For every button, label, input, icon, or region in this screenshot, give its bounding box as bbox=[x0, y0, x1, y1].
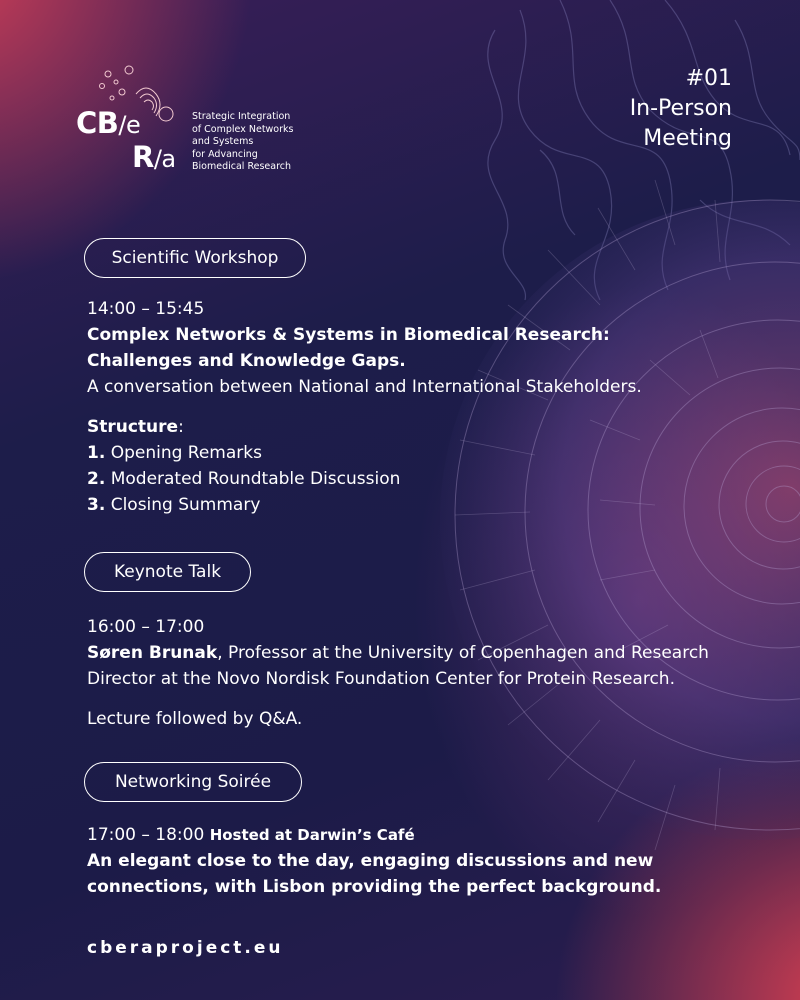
workshop-title-line2: Challenges and Knowledge Gaps. bbox=[87, 351, 406, 371]
structure-item bbox=[87, 466, 727, 492]
meeting-label bbox=[630, 64, 732, 154]
structure-item-num: 1. bbox=[87, 443, 106, 463]
tagline-line: Strategic Integration bbox=[192, 111, 291, 122]
keynote-block bbox=[87, 614, 747, 692]
structure-item bbox=[87, 492, 727, 518]
workshop-title-line1: Complex Networks & Systems in Biomedical Research: bbox=[87, 325, 610, 345]
soiree-time-line bbox=[87, 822, 757, 848]
meeting-line2: Meeting bbox=[643, 126, 732, 151]
keynote-bio-line1 bbox=[87, 640, 747, 666]
logo-wordmark-line1 bbox=[76, 106, 140, 140]
workshop-subtitle: A conversation between National and International Stakeholders. bbox=[87, 377, 642, 397]
logo-tagline bbox=[192, 111, 332, 174]
meeting-number: #01 bbox=[685, 66, 732, 91]
soiree-desc-line1: An elegant close to the day, engaging discussions and new bbox=[87, 851, 654, 871]
keynote-note: Lecture followed by Q&A. bbox=[87, 709, 303, 729]
logo-wordmark-line2 bbox=[132, 140, 176, 174]
logo-text-a: /a bbox=[153, 145, 176, 173]
structure-item-num: 2. bbox=[87, 469, 106, 489]
structure-item-num: 3. bbox=[87, 495, 106, 515]
keynote-speaker: Søren Brunak bbox=[87, 643, 218, 663]
tagline-line: Biomedical Research bbox=[192, 161, 292, 172]
logo-text-r: R bbox=[132, 140, 154, 174]
structure-label: Structure bbox=[87, 417, 179, 437]
tagline-line: of Complex Networks bbox=[192, 123, 294, 135]
workshop-time: 14:00 – 15:45 bbox=[87, 299, 205, 319]
keynote-pill: Keynote Talk bbox=[84, 552, 251, 592]
structure-item bbox=[87, 440, 727, 466]
meeting-line1: In-Person bbox=[629, 96, 732, 121]
website-link[interactable]: cberaproject.eu bbox=[87, 938, 284, 958]
soiree-venue: Hosted at Darwin’s Café bbox=[209, 826, 415, 844]
logo-text-cb: CB bbox=[76, 106, 119, 140]
soiree-desc-line2: connections, with Lisbon providing the perfect background. bbox=[87, 877, 662, 897]
workshop-pill: Scientific Workshop bbox=[84, 238, 306, 278]
structure-item-text: Moderated Roundtable Discussion bbox=[110, 469, 401, 489]
tagline-line: for Advancing bbox=[192, 148, 258, 160]
structure-item-text: Opening Remarks bbox=[110, 443, 262, 463]
keynote-time: 16:00 – 17:00 bbox=[87, 617, 205, 637]
soiree-time: 17:00 – 18:00 bbox=[87, 825, 205, 845]
structure-block bbox=[87, 414, 727, 518]
logo-text-e: /e bbox=[118, 111, 141, 139]
workshop-block bbox=[87, 296, 727, 400]
keynote-bio-line2: Director at the Novo Nordisk Foundation Center for Protein Research. bbox=[87, 669, 675, 689]
keynote-bio-text: , Professor at the University of Copenhagen and Research bbox=[217, 643, 709, 663]
structure-item-text: Closing Summary bbox=[110, 495, 261, 515]
soiree-pill: Networking Soirée bbox=[84, 762, 302, 802]
soiree-block bbox=[87, 822, 757, 900]
structure-colon: : bbox=[178, 417, 184, 437]
structure-heading bbox=[87, 414, 727, 440]
tagline-line: and Systems bbox=[192, 136, 254, 147]
